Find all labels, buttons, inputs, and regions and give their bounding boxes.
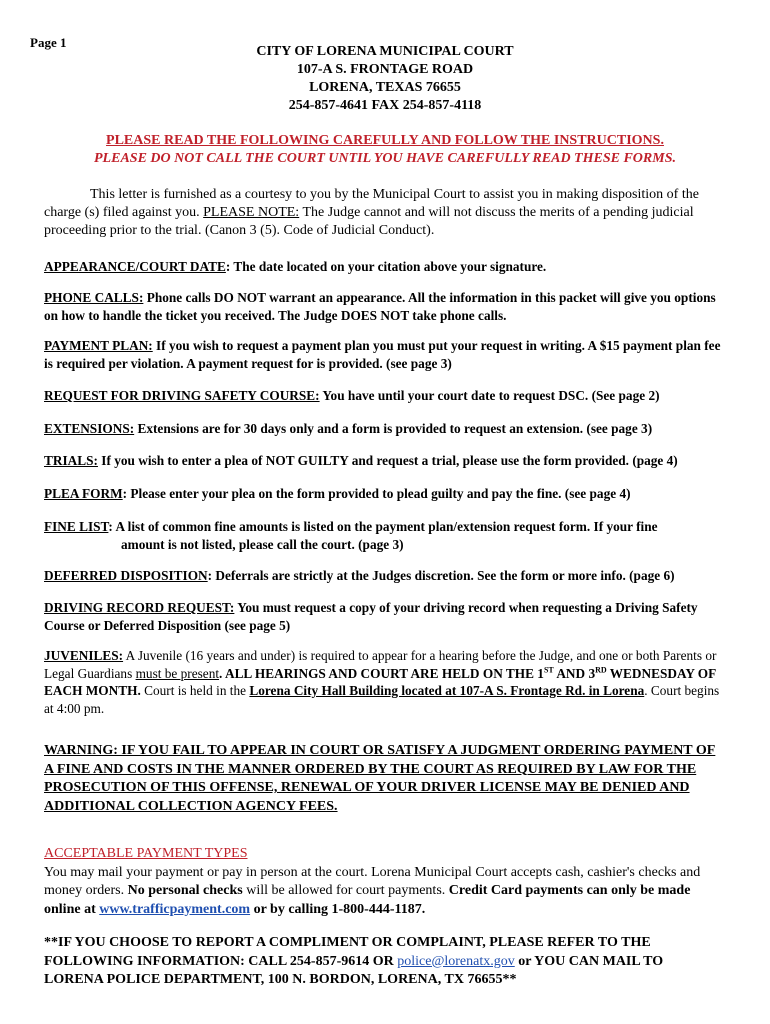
driving-record-label: DRIVING RECORD REQUEST: [44, 600, 235, 615]
section-payment-types [44, 845, 724, 919]
juveniles-text-5: Court is held in the [140, 683, 250, 698]
credit-card-text: Credit Card payments can only be made online at [44, 883, 691, 917]
court-header [0, 43, 770, 115]
plea-text: : Please enter your plea on the form provided to plead guilty and pay the fine. (see page 4) [122, 486, 631, 501]
no-personal-checks: No personal checks [127, 883, 243, 898]
sup-first: ST [543, 665, 554, 675]
intro-paragraph [44, 186, 724, 240]
section-payment-plan [44, 337, 724, 372]
deferred-text: : Deferrals are strictly at the Judges discretion. See the form or more info. (page 6) [207, 568, 675, 583]
section-deferred [44, 567, 724, 585]
fine-list-label: FINE LIST [44, 519, 109, 534]
please-note: PLEASE NOTE: [203, 205, 300, 220]
juveniles-text-2: . ALL HEARINGS AND COURT ARE HELD ON THE 1 [219, 665, 544, 681]
juveniles-label: JUVENILES: [44, 648, 124, 663]
juveniles-text-6: . Court begins at 4:00 pm. [44, 683, 720, 716]
phone-text: Phone calls DO NOT warrant an appearance. All the information in this packet will give you options on how to handle the ticket you received. The Judge DOES NOT take phone calls. [44, 290, 716, 323]
juveniles-text-3: AND 3 [553, 665, 596, 681]
intro-text-2: The Judge cannot and will not discuss the merits of a pending judicial proceeding prior to the trial. (Canon 3 (5). Code of Judicial Conduct). [44, 205, 694, 238]
complaint-text-1: **IF YOU CHOOSE TO REPORT A COMPLIMENT OR COMPLAINT, PLEASE REFER TO THE FOLLOWING INFORMATION: CALL 254-857-9614 OR [44, 935, 651, 969]
section-driving-record [44, 599, 724, 634]
traffic-payment-link[interactable]: www.trafficpayment.com [99, 901, 251, 917]
fine-list-text-2: amount is not listed, please call the court. (page 3) [121, 536, 404, 552]
must-be-present: must be present [135, 665, 220, 681]
section-dsc [44, 387, 724, 405]
juveniles-text-1: A Juvenile (16 years and under) is required to appear for a hearing before the Judge, and one or both Parents or Legal Guardians [44, 648, 717, 681]
appearance-label: APPEARANCE/COURT DATE [44, 259, 226, 274]
complaint-text-2: or YOU CAN MAIL TO LORENA POLICE DEPARTMENT, 100 N. BORDON, LORENA, TX 76655** [44, 953, 664, 987]
payment-types-text-3: or by calling 1-800-444-1187. [250, 901, 426, 917]
warning-notice: WARNING: IF YOU FAIL TO APPEAR IN COURT OR SATISFY A JUDGMENT ORDERING PAYMENT OF A FINE AND COSTS IN THE MANNER ORDERED BY THE COURT AS REQUIRED BY LAW FOR THE PROSECUTION OF THIS OFFENSE, RENEWAL OF YOUR DRIVER LICENSE MAY BE DENIED AND ADDITIONAL COLLECTION AGENCY FEES. [44, 743, 716, 814]
plea-label: PLEA FORM [44, 486, 123, 501]
dsc-text: You have until your court date to request DSC. (See page 2) [319, 388, 660, 403]
payment-types-text-2: will be allowed for court payments. [242, 883, 449, 898]
court-city: LORENA, TEXAS 76655 [309, 80, 461, 95]
instructions-notice [0, 132, 770, 168]
dsc-label: REQUEST FOR DRIVING SAFETY COURSE: [44, 388, 320, 403]
court-phone: 254-857-4641 FAX 254-857-4118 [288, 98, 482, 113]
phone-label: PHONE CALLS: [44, 290, 144, 305]
section-appearance [44, 258, 724, 276]
fine-list-text-1: : A list of common fine amounts is listed on the payment plan/extension request form. If your fine [108, 519, 658, 534]
intro-text-1: This letter is furnished as a courtesy to you by the Municipal Court to assist you in making disposition of the charge (s) filed against you. [44, 187, 699, 220]
juveniles-text-4: WEDNESDAY OF EACH MONTH. [44, 665, 716, 698]
instructions-line-1: PLEASE READ THE FOLLOWING CAREFULLY AND FOLLOW THE INSTRUCTIONS. [106, 133, 664, 148]
extensions-label: EXTENSIONS: [44, 421, 135, 436]
extensions-text: Extensions are for 30 days only and a form is provided to request an extension. (see page 3) [134, 421, 653, 436]
payment-plan-label: PAYMENT PLAN: [44, 338, 153, 353]
sup-third: RD [595, 665, 607, 675]
driving-record-text: You must request a copy of your driving record when requesting a Driving Safety Course or Deferred Disposition (see page 5) [44, 600, 698, 633]
section-plea [44, 485, 724, 503]
page-number: Page 1 [30, 35, 67, 50]
section-trials [44, 452, 724, 470]
instructions-line-2: PLEASE DO NOT CALL THE COURT UNTIL YOU HAVE CAREFULLY READ THESE FORMS. [94, 151, 676, 166]
trials-label: TRIALS: [44, 453, 98, 468]
deferred-label: DEFERRED DISPOSITION [44, 568, 208, 583]
section-phone [44, 289, 724, 324]
payment-types-text-1: You may mail your payment or pay in person at the court. Lorena Municipal Court accepts cash, cashier's checks and money orders. [44, 864, 701, 898]
section-juveniles [44, 647, 724, 717]
trials-text: If you wish to enter a plea of NOT GUILTY and request a trial, please use the form provided. (page 4) [97, 453, 678, 468]
section-fine-list [44, 518, 724, 553]
section-extensions [44, 420, 724, 438]
section-complaint [44, 934, 724, 990]
court-name: CITY OF LORENA MUNICIPAL COURT [256, 44, 514, 59]
payment-plan-text: If you wish to request a payment plan you must put your request in writing. A $15 payment plan fee is required per violation. A payment request for is provided. (see page 3) [44, 338, 721, 371]
police-email-link[interactable]: police@lorenatx.gov [397, 953, 515, 969]
appearance-text: : The date located on your citation above your signature. [225, 259, 547, 274]
court-location: Lorena City Hall Building located at 107-A S. Frontage Rd. in Lorena [249, 683, 645, 698]
payment-types-title: ACCEPTABLE PAYMENT TYPES [44, 846, 248, 861]
court-address: 107-A S. FRONTAGE ROAD [296, 62, 474, 77]
